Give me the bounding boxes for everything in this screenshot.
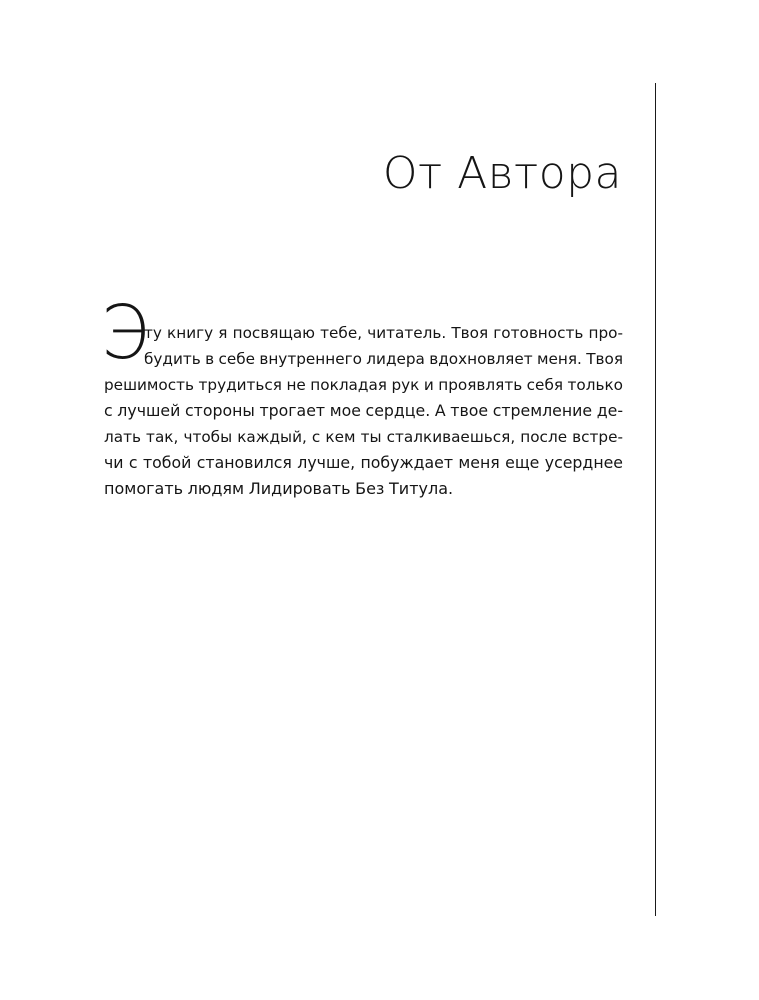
paragraph-line: лать так, чтобы каждый, с кем ты сталкиваешься, после встре-: [104, 428, 623, 446]
dedication-paragraph: [104, 320, 623, 502]
vertical-margin-rule: [655, 83, 656, 916]
paragraph-line: с лучшей стороны трогает мое сердце. А твое стремление де-: [104, 401, 623, 420]
paragraph-line: чи с тобой становился лучше, побуждает меня еще усерднее: [104, 453, 623, 472]
paragraph-line: помогать людям Лидировать Без Титула.: [104, 479, 454, 498]
paragraph-line: ту книгу я посвящаю тебе, читатель. Твоя готовность про-: [144, 324, 623, 342]
paragraph-line: решимость трудиться не покладая рук и проявлять себя только: [104, 376, 623, 394]
chapter-title: От Автора: [382, 148, 622, 199]
drop-cap-letter: Э: [101, 290, 149, 376]
paragraph-line: будить в себе внутреннего лидера вдохновляет меня. Твоя: [144, 350, 623, 368]
